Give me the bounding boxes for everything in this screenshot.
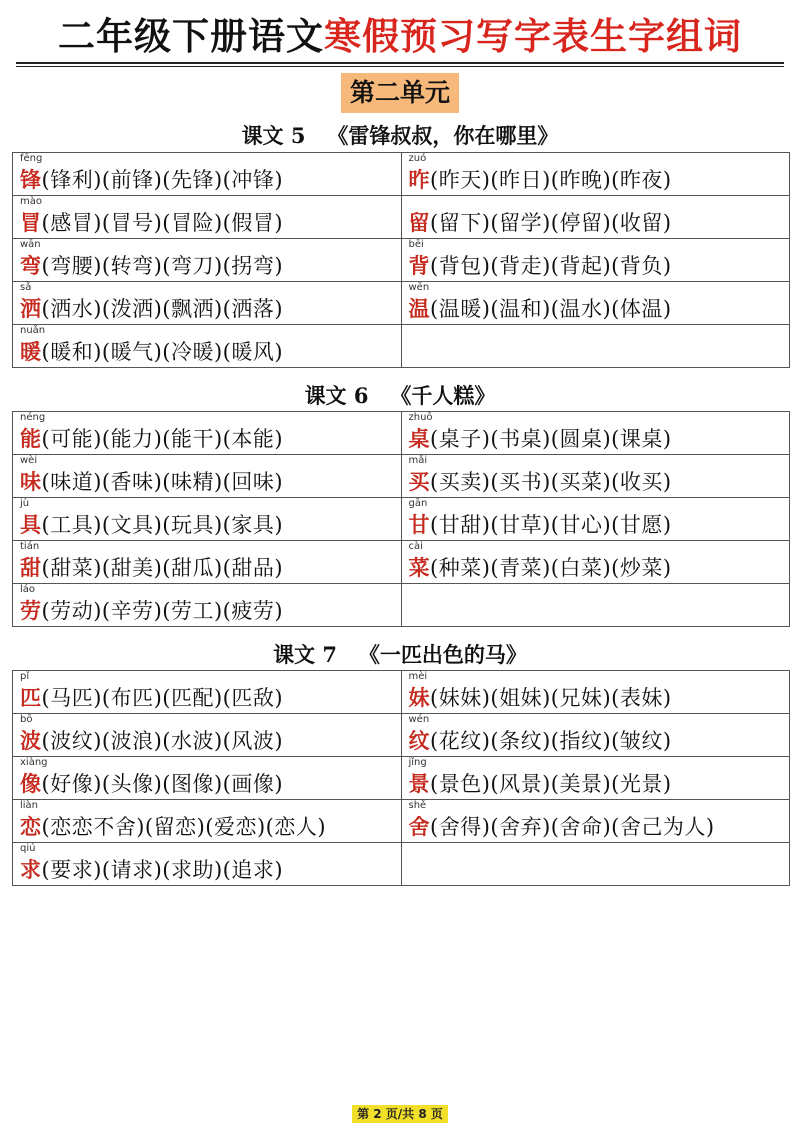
character-line	[409, 554, 672, 582]
word-cell	[401, 498, 790, 541]
word-cell-content	[20, 325, 401, 367]
word-cell-content	[409, 714, 790, 756]
word-cell-content	[20, 671, 401, 713]
page-title	[0, 10, 800, 62]
character-line	[20, 252, 283, 280]
character-line	[20, 856, 283, 884]
word-cell	[401, 714, 790, 757]
word-list: (感冒)(冒号)(冒险)(假冒)	[41, 211, 284, 235]
pinyin-label: xiàng	[20, 757, 48, 768]
word-cell	[401, 541, 790, 584]
word-cell-content	[409, 239, 790, 281]
word-list: (味道)(香味)(味精)(回味)	[41, 470, 284, 494]
pinyin-label: tián	[20, 541, 40, 552]
pinyin-label: wēn	[408, 282, 430, 293]
character-line	[20, 425, 283, 453]
word-cell	[13, 282, 402, 325]
new-character: 具	[20, 512, 42, 537]
new-character: 舍	[408, 814, 430, 839]
word-cell-content	[409, 455, 790, 497]
word-list: (桌子)(书桌)(圆桌)(课桌)	[430, 427, 672, 451]
word-cell	[13, 412, 402, 455]
word-list: (工具)(文具)(玩具)(家具)	[41, 513, 284, 537]
word-cell	[401, 757, 790, 800]
word-cell-content	[409, 800, 790, 842]
pinyin-label: jǐng	[408, 757, 427, 768]
lesson-heading-6: 课文 6 《千人糕》	[304, 383, 496, 408]
word-cell-content	[20, 800, 401, 842]
word-list: (昨天)(昨日)(昨晚)(昨夜)	[430, 168, 672, 192]
title-part-grade: 二年级下册语文	[58, 14, 324, 58]
pinyin-label: shě	[408, 800, 427, 811]
word-cell-content	[409, 541, 790, 583]
word-list: (景色)(风景)(美景)(光景)	[430, 772, 672, 796]
pinyin-label: mǎi	[408, 455, 428, 466]
word-cell-content	[20, 714, 401, 756]
word-cell	[13, 325, 402, 368]
word-cell-content	[409, 282, 790, 324]
character-line	[409, 468, 672, 496]
pinyin-label: wèi	[20, 455, 38, 466]
word-cell	[13, 498, 402, 541]
word-list: (留下)(留学)(停留)(收留)	[430, 211, 672, 235]
character-line	[409, 166, 672, 194]
pinyin-label: mào	[20, 196, 42, 207]
word-list: (花纹)(条纹)(指纹)(皱纹)	[430, 729, 672, 753]
table-row	[13, 153, 790, 196]
pinyin-label: fēng	[20, 153, 43, 164]
character-line	[20, 770, 283, 798]
new-character: 劳	[20, 598, 42, 623]
new-character: 留	[408, 210, 430, 235]
word-list: (甜菜)(甜美)(甜瓜)(甜品)	[41, 556, 284, 580]
table-row	[13, 282, 790, 325]
word-cell	[401, 412, 790, 455]
word-cell	[13, 757, 402, 800]
word-cell	[401, 800, 790, 843]
new-character: 波	[20, 728, 42, 753]
word-list: (买卖)(买书)(买菜)(收买)	[430, 470, 672, 494]
character-line	[20, 166, 283, 194]
new-character: 匹	[20, 685, 42, 710]
word-list: (弯腰)(转弯)(弯刀)(拐弯)	[41, 254, 284, 278]
table-row	[13, 455, 790, 498]
word-list: (背包)(背走)(背起)(背负)	[430, 254, 672, 278]
new-character: 恋	[20, 814, 42, 839]
character-line	[20, 597, 283, 625]
table-row	[13, 325, 790, 368]
new-character: 暖	[20, 339, 42, 364]
character-line	[409, 813, 715, 841]
word-cell	[13, 714, 402, 757]
character-line	[409, 209, 672, 237]
new-character: 能	[20, 426, 42, 451]
word-cell	[13, 671, 402, 714]
new-character: 弯	[20, 253, 42, 278]
lesson-heading-5: 课文 5 《雷锋叔叔，你在哪里》	[241, 123, 559, 148]
character-line	[20, 554, 283, 582]
table-row	[13, 584, 790, 627]
word-cell	[401, 455, 790, 498]
word-list: (马匹)(布匹)(匹配)(匹敌)	[41, 686, 284, 710]
table-row	[13, 412, 790, 455]
character-line	[20, 295, 283, 323]
empty-cell	[401, 325, 790, 368]
new-character: 冒	[20, 210, 42, 235]
character-line	[20, 727, 283, 755]
character-line	[409, 770, 672, 798]
word-cell-content	[409, 498, 790, 540]
new-character: 菜	[408, 555, 430, 580]
word-cell-content	[409, 412, 790, 454]
lesson-6-table	[12, 411, 790, 627]
pinyin-label: gān	[408, 498, 428, 509]
character-line	[409, 727, 672, 755]
word-cell-content	[20, 412, 401, 454]
table-row	[13, 498, 790, 541]
word-cell-content	[20, 196, 401, 238]
word-cell	[401, 153, 790, 196]
title-underline	[16, 62, 784, 64]
pinyin-label: cài	[408, 541, 423, 552]
pinyin-label: pǐ	[20, 671, 30, 682]
empty-cell	[401, 843, 790, 886]
word-list: (可能)(能力)(能干)(本能)	[41, 427, 284, 451]
word-cell-content	[20, 239, 401, 281]
new-character: 妹	[408, 685, 430, 710]
lesson-heading-7: 课文 7 《一匹出色的马》	[273, 642, 527, 667]
word-cell	[13, 455, 402, 498]
word-list: (波纹)(波浪)(水波)(风波)	[41, 729, 284, 753]
character-line	[20, 209, 283, 237]
new-character: 求	[20, 857, 42, 882]
pinyin-label: wān	[20, 239, 41, 250]
word-cell-content	[409, 196, 790, 238]
character-line	[20, 511, 283, 539]
character-line	[20, 684, 283, 712]
table-row	[13, 196, 790, 239]
word-cell	[13, 196, 402, 239]
new-character: 纹	[408, 728, 430, 753]
new-character: 洒	[20, 296, 42, 321]
empty-cell	[401, 584, 790, 627]
pinyin-label: qiú	[20, 843, 36, 854]
word-cell	[13, 541, 402, 584]
title-underline-thin	[16, 66, 784, 67]
word-list: (洒水)(泼洒)(飘洒)(洒落)	[41, 297, 284, 321]
word-cell-content	[20, 498, 401, 540]
table-row	[13, 757, 790, 800]
page-indicator: 第 2 页/共 8 页	[352, 1105, 448, 1123]
new-character: 买	[408, 469, 430, 494]
word-list: (甘甜)(甘草)(甘心)(甘愿)	[430, 513, 672, 537]
word-cell-content	[20, 843, 401, 885]
pinyin-label: bēi	[408, 239, 424, 250]
new-character: 景	[408, 771, 430, 796]
pinyin-label: sǎ	[20, 282, 32, 293]
word-list: (种菜)(青菜)(白菜)(炒菜)	[430, 556, 672, 580]
word-cell	[13, 800, 402, 843]
new-character: 味	[20, 469, 42, 494]
pinyin-label: liàn	[20, 800, 39, 811]
word-list: (暖和)(暖气)(冷暖)(暖风)	[41, 340, 284, 364]
new-character: 背	[408, 253, 430, 278]
table-row	[13, 843, 790, 886]
character-line	[409, 511, 672, 539]
title-part-topic: 寒假预习写字表生字组词	[324, 14, 742, 58]
pinyin-label: láo	[20, 584, 36, 595]
word-cell-content	[409, 757, 790, 799]
table-row	[13, 239, 790, 282]
word-cell-content	[20, 541, 401, 583]
word-cell	[401, 196, 790, 239]
character-line	[409, 425, 672, 453]
character-line	[20, 813, 326, 841]
table-row	[13, 671, 790, 714]
pinyin-label: wén	[408, 714, 430, 725]
pinyin-label: zuó	[408, 153, 427, 164]
unit-badge: 第二单元	[341, 73, 459, 113]
new-character: 锋	[20, 167, 42, 192]
word-list: (恋恋不舍)(留恋)(爱恋)(恋人)	[41, 815, 327, 839]
table-row	[13, 800, 790, 843]
word-cell-content	[409, 153, 790, 195]
pinyin-label: jù	[20, 498, 30, 509]
word-cell	[401, 282, 790, 325]
word-list: (妹妹)(姐妹)(兄妹)(表妹)	[430, 686, 672, 710]
word-cell	[13, 843, 402, 886]
word-list: (要求)(请求)(求助)(追求)	[41, 858, 284, 882]
pinyin-label: zhuō	[408, 412, 433, 423]
word-cell-content	[20, 153, 401, 195]
word-cell-content	[20, 282, 401, 324]
word-cell	[13, 239, 402, 282]
word-list: (锋利)(前锋)(先锋)(冲锋)	[41, 168, 284, 192]
pinyin-label: bō	[20, 714, 33, 725]
word-list: (劳动)(辛劳)(劳工)(疲劳)	[41, 599, 284, 623]
character-line	[409, 684, 672, 712]
word-cell-content	[20, 584, 401, 626]
character-line	[20, 338, 283, 366]
word-cell	[13, 584, 402, 627]
pinyin-label: néng	[20, 412, 46, 423]
word-list: (舍得)(舍弃)(舍命)(舍己为人)	[430, 815, 715, 839]
character-line	[409, 295, 672, 323]
word-cell-content	[20, 455, 401, 497]
lesson-5-table	[12, 152, 790, 368]
word-cell-content	[20, 757, 401, 799]
new-character: 甘	[408, 512, 430, 537]
character-line	[409, 252, 672, 280]
word-cell	[13, 153, 402, 196]
new-character: 昨	[408, 167, 430, 192]
new-character: 温	[408, 296, 430, 321]
word-list: (好像)(头像)(图像)(画像)	[41, 772, 284, 796]
word-cell	[401, 239, 790, 282]
table-row	[13, 714, 790, 757]
table-row	[13, 541, 790, 584]
new-character: 像	[20, 771, 42, 796]
pinyin-label: nuǎn	[20, 325, 46, 336]
word-cell-content	[409, 671, 790, 713]
word-list: (温暖)(温和)(温水)(体温)	[430, 297, 672, 321]
word-cell	[401, 671, 790, 714]
pinyin-label: mèi	[408, 671, 428, 682]
character-line	[20, 468, 283, 496]
new-character: 桌	[408, 426, 430, 451]
lesson-7-table	[12, 670, 790, 886]
new-character: 甜	[20, 555, 42, 580]
